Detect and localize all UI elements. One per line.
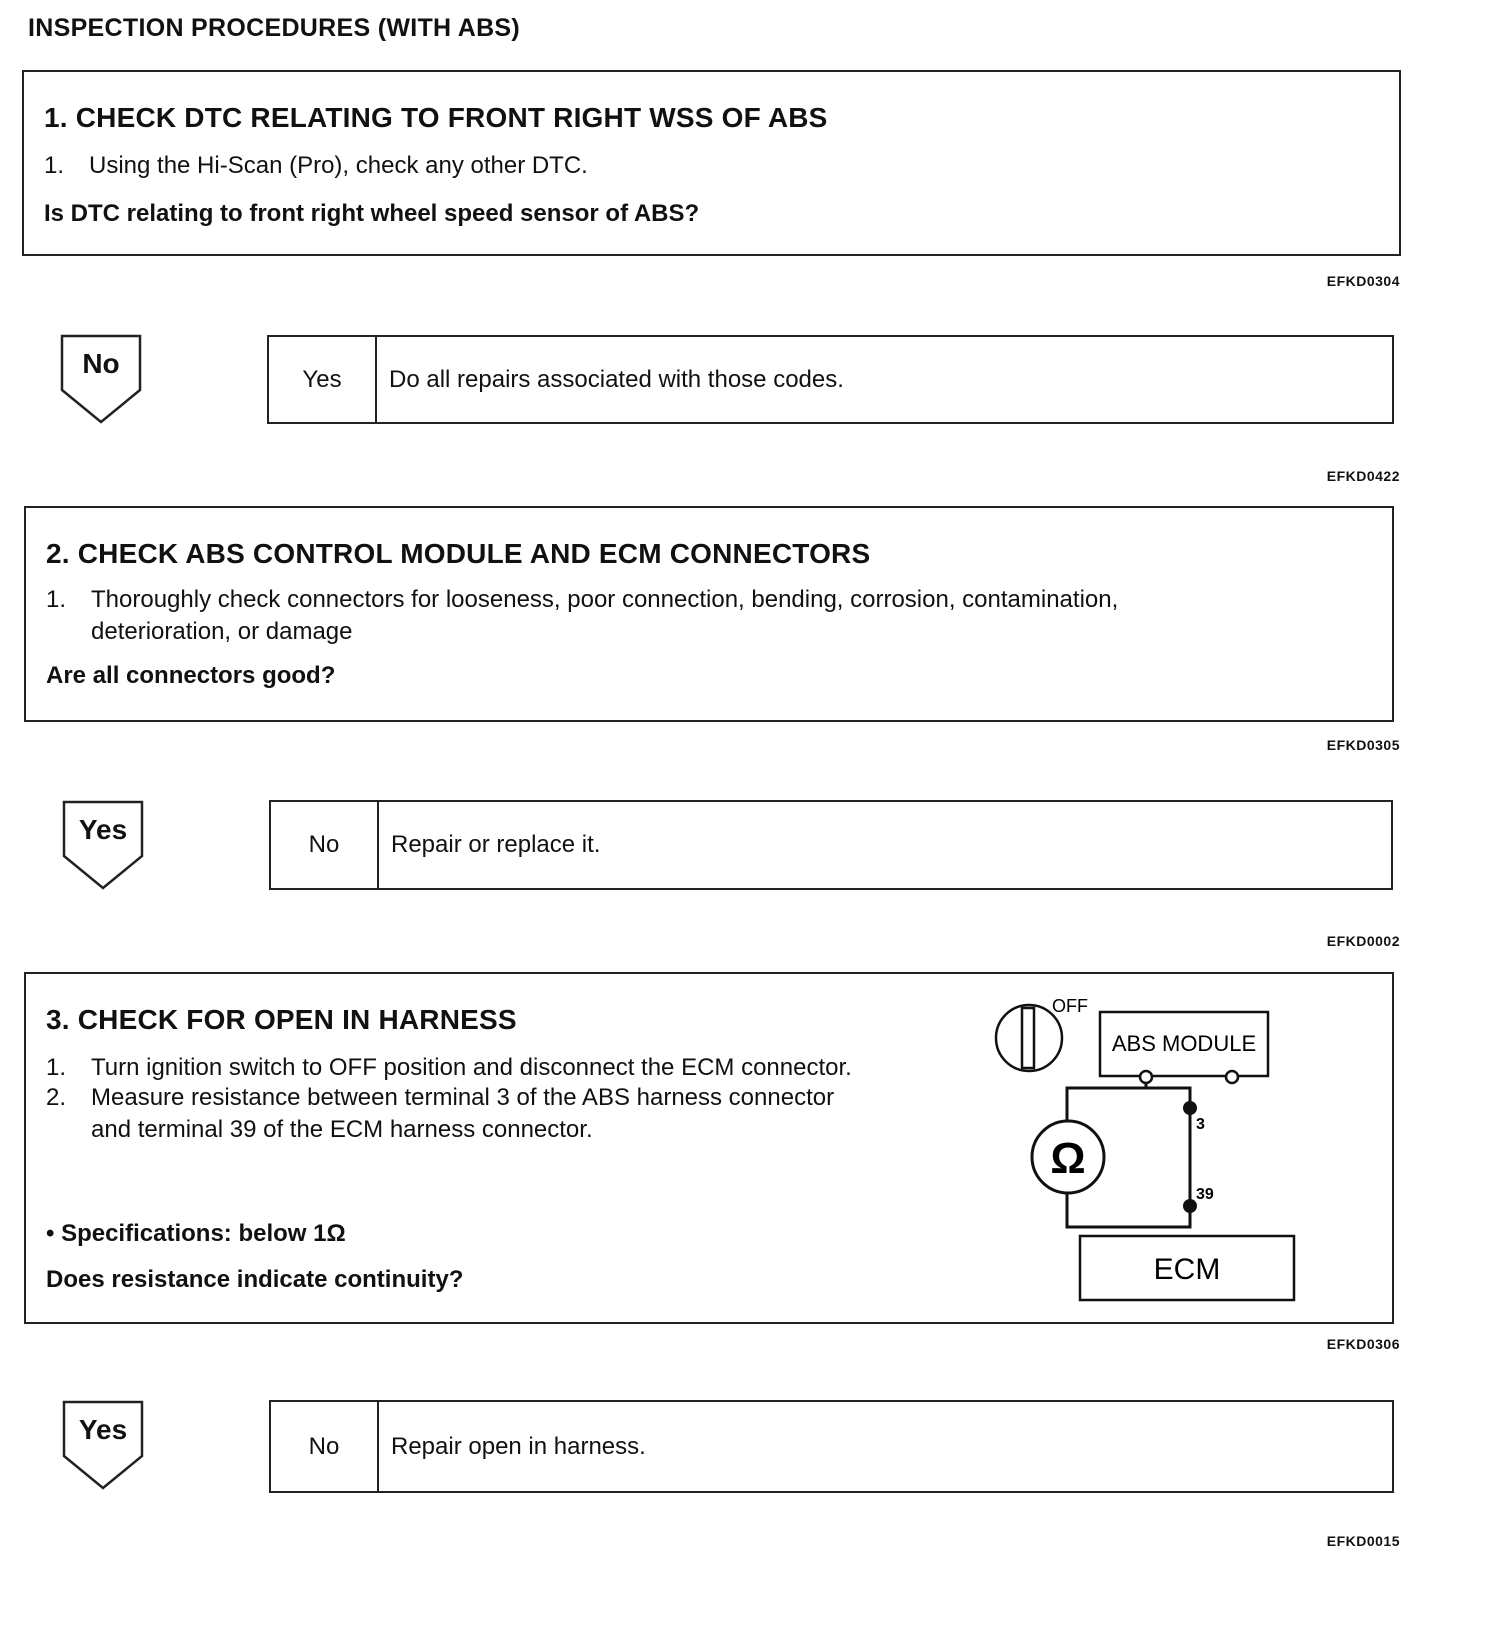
step-2-box <box>24 506 1394 722</box>
item-text: Using the Hi-Scan (Pro), check any other DTC. <box>89 152 588 179</box>
circuit-diagram <box>992 992 1322 1312</box>
terminal-3-dot <box>1183 1101 1197 1115</box>
arrow-tag-label: Yes <box>78 814 128 845</box>
result-action: Do all repairs associated with those codes. <box>389 365 844 393</box>
item-number: 1. <box>44 152 65 179</box>
result-condition: No <box>271 1402 379 1491</box>
step-1-question: Is DTC relating to front right wheel speed sensor of ABS? <box>44 200 700 227</box>
item-text: Turn ignition switch to OFF position and disconnect the ECM connector. <box>91 1054 852 1081</box>
step-1-box <box>22 70 1401 256</box>
step-3-box <box>24 972 1394 1324</box>
result-condition: No <box>271 802 379 888</box>
module-pin-right <box>1226 1071 1238 1083</box>
figure-code: EFKD0002 <box>1326 933 1400 949</box>
figure-code: EFKD0306 <box>1326 1336 1400 1352</box>
result-box-1 <box>267 335 1394 424</box>
result-condition: Yes <box>269 337 377 422</box>
step-2-item-1 <box>46 584 1118 648</box>
step-2-title: 2. CHECK ABS CONTROL MODULE AND ECM CONNECTORS <box>46 538 871 569</box>
item-text-line-2: and terminal 39 of the ECM harness connector. <box>91 1116 593 1143</box>
result-box-2 <box>269 800 1393 890</box>
step-1-item-1 <box>44 150 588 182</box>
arrow-tag-label: Yes <box>78 1414 128 1445</box>
result-action: Repair open in harness. <box>391 1432 646 1460</box>
step-3-item-2 <box>46 1082 834 1146</box>
terminal-3-label: 3 <box>1196 1116 1205 1133</box>
figure-code: EFKD0015 <box>1326 1533 1400 1549</box>
step-3-item-1 <box>46 1052 852 1084</box>
item-text-line-1: Thoroughly check connectors for looseness, poor connection, bending, corrosion, contamination, <box>91 586 1119 613</box>
figure-code: EFKD0305 <box>1326 737 1400 753</box>
result-action: Repair or replace it. <box>391 831 601 858</box>
figure-code: EFKD0422 <box>1326 468 1400 484</box>
abs-module-label: ABS MODULE <box>1111 1031 1257 1056</box>
step-1-title: 1. CHECK DTC RELATING TO FRONT RIGHT WSS OF ABS <box>44 102 828 133</box>
arrow-tag-label: No <box>82 348 120 379</box>
specification: • Specifications: below 1Ω <box>46 1220 346 1247</box>
ohmmeter-symbol: Ω <box>1050 1134 1086 1183</box>
item-text-line-2: deterioration, or damage <box>91 618 353 645</box>
terminal-39-label: 39 <box>1196 1186 1214 1203</box>
item-number: 2. <box>46 1084 67 1111</box>
item-number: 1. <box>46 586 67 613</box>
step-2-question: Are all connectors good? <box>46 662 336 689</box>
page-title: INSPECTION PROCEDURES (WITH ABS) <box>28 14 521 42</box>
switch-label: OFF <box>1052 996 1088 1016</box>
figure-code: EFKD0304 <box>1326 273 1400 289</box>
arrow-tag-yes <box>62 800 144 892</box>
result-box-3 <box>269 1400 1394 1493</box>
arrow-tag-no <box>60 334 142 426</box>
item-number: 1. <box>46 1054 67 1081</box>
item-text-line-1: Measure resistance between terminal 3 of the ABS harness connector <box>91 1084 835 1111</box>
step-3-question: Does resistance indicate continuity? <box>46 1266 464 1293</box>
ecm-label: ECM <box>1153 1253 1221 1286</box>
terminal-39-dot <box>1183 1199 1197 1213</box>
ohmmeter-icon <box>1032 1121 1104 1193</box>
arrow-tag-yes <box>62 1400 144 1492</box>
step-3-title: 3. CHECK FOR OPEN IN HARNESS <box>46 1004 517 1035</box>
module-pin-left <box>1140 1071 1152 1083</box>
